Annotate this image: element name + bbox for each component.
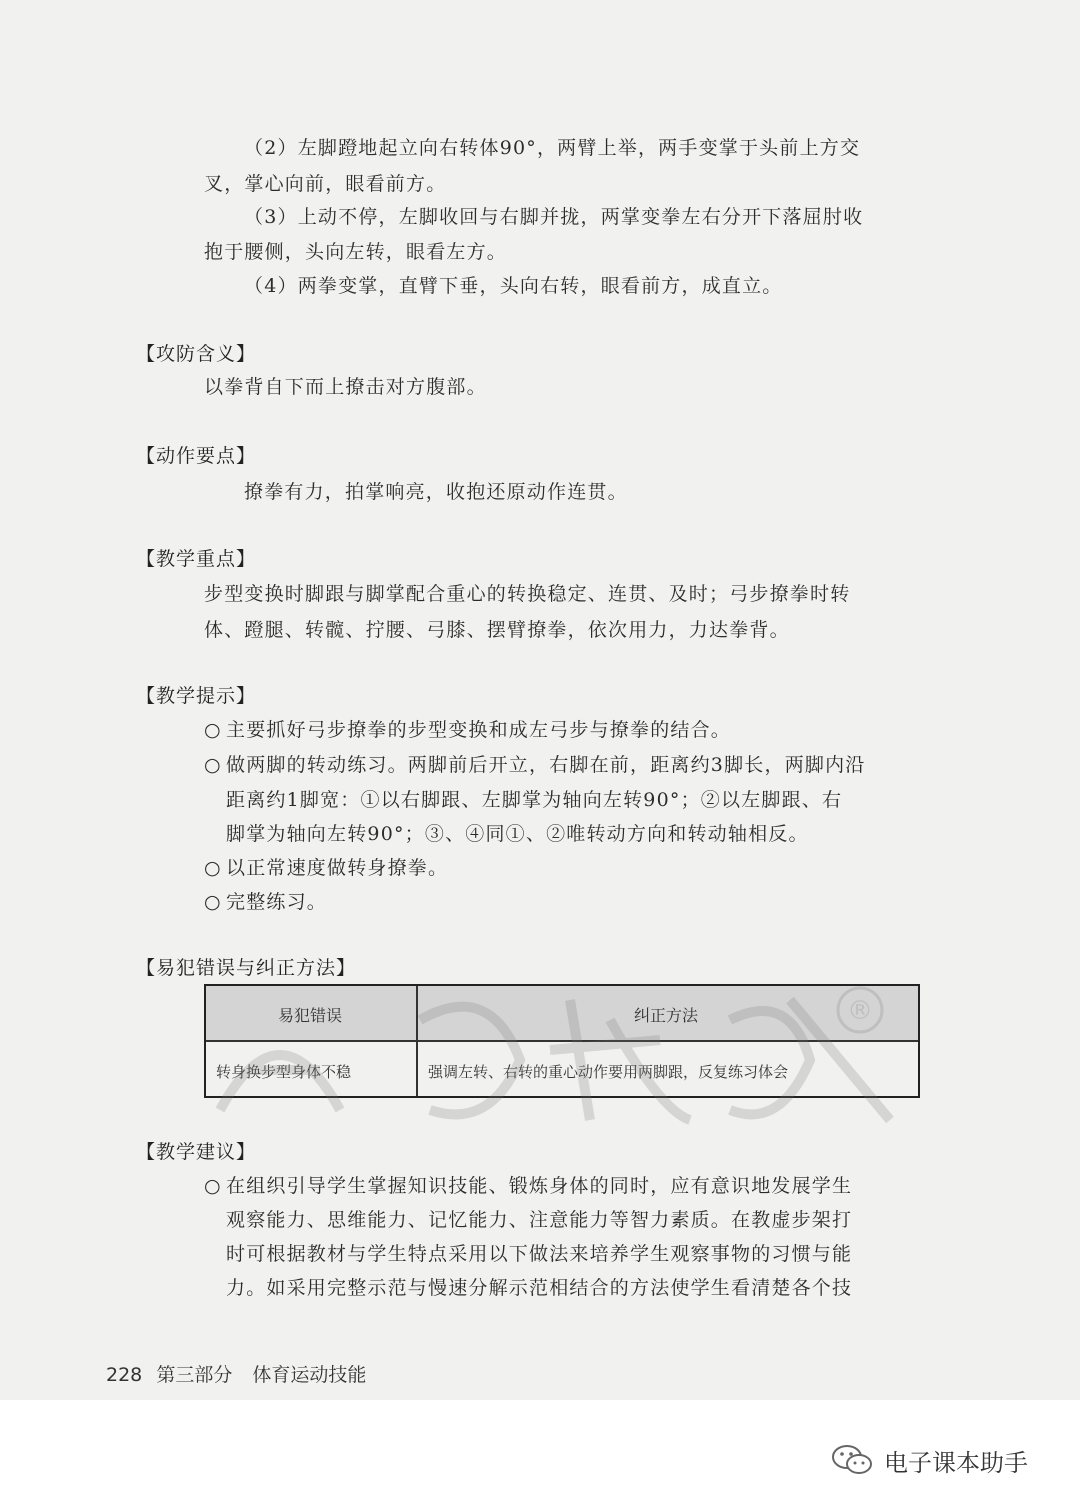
tip-item-1 — [204, 716, 731, 744]
row-1-fix: 强调左转、右转的重心动作要用两脚跟，反复练习体会 — [428, 1063, 789, 1081]
step-3-line-1: （3）上动不停，左脚收回与右脚并拢，两掌变拳左右分开下落屈肘收 — [244, 206, 864, 228]
teaching-focus-heading: 【教学重点】 — [136, 548, 257, 570]
tip-item-4-text: 完整练习。 — [226, 891, 328, 913]
tip-item-1-text: 主要抓好弓步撩拳的步型变换和成左弓步与撩拳的结合。 — [226, 719, 732, 741]
suggestions-heading: 【教学建议】 — [136, 1141, 257, 1163]
registered-mark: ® — [847, 996, 873, 1026]
step-3-line-2: 抱于腰侧，头向左转，眼看左方。 — [204, 241, 508, 263]
bullet-circle: ○ — [204, 1175, 222, 1197]
step-2-line-2: 叉，掌心向前，眼看前方。 — [204, 173, 447, 195]
table-divider — [416, 986, 418, 1096]
tip-item-3 — [204, 854, 448, 882]
teaching-tips-heading: 【教学提示】 — [136, 685, 257, 707]
step-4-line-1: （4）两拳变掌，直臂下垂，头向右转，眼看前方，成直立。 — [244, 275, 783, 297]
step-2-line-1: （2）左脚蹬地起立向右转体90°，两臂上举，两手变掌于头前上方交 — [244, 137, 861, 159]
attack-text: 以拳背自下而上撩击对方腹部。 — [204, 376, 487, 398]
attack-heading: 【攻防含义】 — [136, 343, 257, 365]
keypoints-text: 撩拳有力，拍掌响亮，收抱还原动作连贯。 — [244, 481, 628, 503]
suggestion-line-1-text: 在组织引导学生掌握知识技能、锻炼身体的同时，应有意识地发展学生 — [226, 1175, 853, 1197]
tip-item-4 — [204, 888, 327, 916]
suggestion-line-1 — [204, 1172, 852, 1200]
footer-section: 体育运动技能 — [252, 1364, 367, 1386]
bullet-circle: ○ — [204, 719, 222, 741]
bullet-circle: ○ — [204, 857, 222, 879]
keypoints-heading: 【动作要点】 — [136, 445, 257, 467]
page-footer — [106, 1360, 366, 1387]
column-header-fix: 纠正方法 — [634, 1006, 699, 1025]
tip-item-3-text: 以正常速度做转身撩拳。 — [226, 857, 449, 879]
tip-item-2 — [204, 751, 866, 779]
teaching-focus-line-2: 体、蹬腿、转髋、拧腰、弓膝、摆臂撩拳，依次用力，力达拳背。 — [204, 619, 790, 641]
wechat-icon — [830, 1442, 874, 1478]
row-1-error: 转身换步型身体不稳 — [216, 1063, 352, 1081]
column-header-error: 易犯错误 — [278, 1006, 343, 1025]
suggestion-line-4: 力。如采用完整示范与慢速分解示范相结合的方法使学生看清楚各个技 — [226, 1277, 853, 1299]
errors-heading: 【易犯错误与纠正方法】 — [136, 957, 357, 979]
tip-item-2-line-1: 做两脚的转动练习。两脚前后开立，右脚在前，距离约3脚长，两脚内沿 — [226, 754, 866, 776]
bullet-circle: ○ — [204, 891, 222, 913]
bullet-circle: ○ — [204, 754, 222, 776]
tip-item-2-line-3: 脚掌为轴向左转90°；③、④同①、②唯转动方向和转动轴相反。 — [226, 823, 809, 845]
footer-part: 第三部分 — [156, 1364, 233, 1386]
suggestion-line-3: 时可根据教材与学生特点采用以下做法来培养学生观察事物的习惯与能 — [226, 1243, 853, 1265]
brand-name: 电子课本助手 — [884, 1448, 1028, 1477]
errors-table — [204, 984, 920, 1098]
brand-watermark — [830, 1440, 1028, 1480]
teaching-focus-line-1: 步型变换时脚跟与脚掌配合重心的转换稳定、连贯、及时；弓步撩拳时转 — [204, 583, 851, 605]
tip-item-2-line-2: 距离约1脚宽：①以右脚跟、左脚掌为轴向左转90°；②以左脚跟、右 — [226, 789, 843, 811]
page-number: 228 — [106, 1364, 143, 1386]
suggestion-line-2: 观察能力、思维能力、记忆能力、注意能力等智力素质。在教虚步架打 — [226, 1209, 853, 1231]
